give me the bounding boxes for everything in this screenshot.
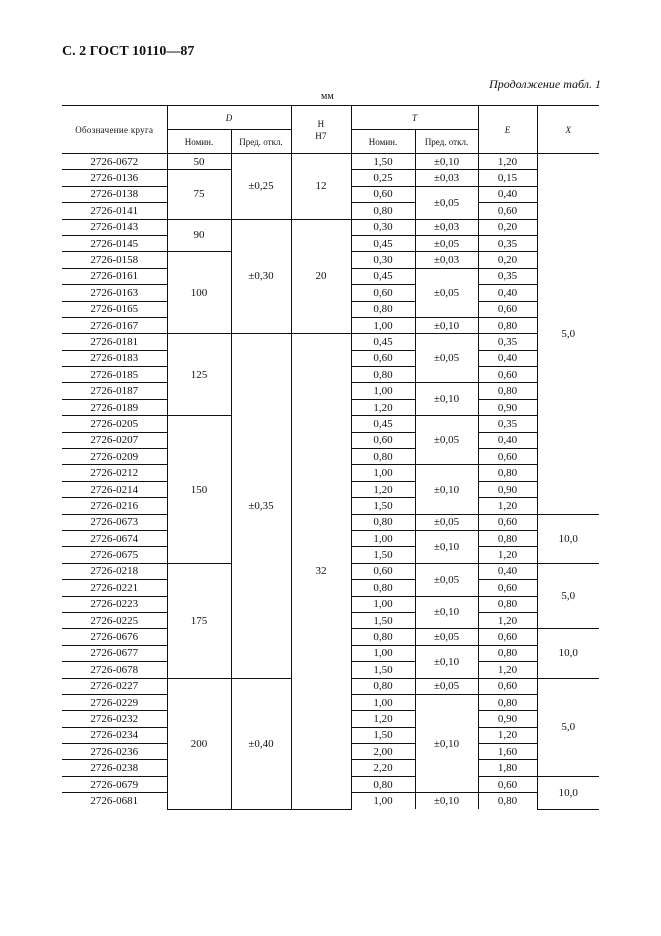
cell-d-deviation: ±0,30 bbox=[231, 219, 291, 334]
cell-t-nominal: 0,45 bbox=[351, 235, 415, 251]
cell-designation: 2726-0161 bbox=[62, 268, 167, 284]
cell-t-nominal: 0,80 bbox=[351, 301, 415, 317]
cell-t-nominal: 1,50 bbox=[351, 498, 415, 514]
cell-t-deviation: ±0,05 bbox=[415, 186, 478, 219]
cell-x: 5,0 bbox=[537, 563, 599, 629]
cell-e: 0,80 bbox=[478, 694, 537, 710]
cell-d-deviation: ±0,40 bbox=[231, 678, 291, 809]
cell-e: 1,20 bbox=[478, 727, 537, 743]
cell-d-nominal: 125 bbox=[167, 334, 231, 416]
cell-designation: 2726-0143 bbox=[62, 219, 167, 235]
cell-designation: 2726-0145 bbox=[62, 235, 167, 251]
cell-t-nominal: 0,80 bbox=[351, 776, 415, 792]
col-header-h-tolerance: H7 bbox=[315, 130, 327, 141]
cell-e: 0,80 bbox=[478, 383, 537, 399]
cell-e: 1,20 bbox=[478, 498, 537, 514]
cell-designation: 2726-0227 bbox=[62, 678, 167, 694]
cell-t-nominal: 1,00 bbox=[351, 793, 415, 809]
cell-e: 0,40 bbox=[478, 563, 537, 579]
cell-t-nominal: 1,00 bbox=[351, 530, 415, 546]
cell-t-deviation: ±0,10 bbox=[415, 383, 478, 416]
cell-e: 0,35 bbox=[478, 268, 537, 284]
cell-e: 0,90 bbox=[478, 481, 537, 497]
cell-t-nominal: 1,00 bbox=[351, 694, 415, 710]
cell-e: 0,80 bbox=[478, 596, 537, 612]
cell-x: 10,0 bbox=[537, 629, 599, 678]
cell-e: 0,80 bbox=[478, 465, 537, 481]
cell-designation: 2726-0205 bbox=[62, 416, 167, 432]
cell-d-nominal: 175 bbox=[167, 563, 231, 678]
cell-t-deviation: ±0,05 bbox=[415, 268, 478, 317]
col-header-designation: Обозначение круга bbox=[62, 106, 167, 154]
cell-d-deviation: ±0,35 bbox=[231, 334, 291, 678]
cell-t-deviation: ±0,10 bbox=[415, 530, 478, 563]
cell-t-deviation: ±0,03 bbox=[415, 252, 478, 268]
cell-designation: 2726-0218 bbox=[62, 563, 167, 579]
cell-t-nominal: 0,80 bbox=[351, 580, 415, 596]
cell-designation: 2726-0676 bbox=[62, 629, 167, 645]
cell-d-nominal: 100 bbox=[167, 252, 231, 334]
cell-h7: 20 bbox=[291, 219, 351, 334]
cell-t-nominal: 1,20 bbox=[351, 399, 415, 415]
cell-e: 1,20 bbox=[478, 547, 537, 563]
wheel-dimensions-table bbox=[62, 105, 599, 810]
cell-designation: 2726-0674 bbox=[62, 530, 167, 546]
cell-e: 0,60 bbox=[478, 449, 537, 465]
cell-t-deviation: ±0,05 bbox=[415, 416, 478, 465]
cell-designation: 2726-0167 bbox=[62, 317, 167, 333]
col-header-d-nominal: Номин. bbox=[167, 130, 231, 154]
cell-e: 0,60 bbox=[478, 367, 537, 383]
cell-designation: 2726-0207 bbox=[62, 432, 167, 448]
cell-h7: 32 bbox=[291, 334, 351, 809]
cell-e: 0,15 bbox=[478, 170, 537, 186]
cell-h7: 12 bbox=[291, 154, 351, 220]
cell-x: 10,0 bbox=[537, 776, 599, 809]
cell-t-nominal: 0,80 bbox=[351, 449, 415, 465]
cell-e: 0,40 bbox=[478, 186, 537, 202]
cell-e: 0,90 bbox=[478, 399, 537, 415]
cell-t-nominal: 1,00 bbox=[351, 317, 415, 333]
col-header-d-deviation: Пред. откл. bbox=[231, 130, 291, 154]
cell-e: 0,35 bbox=[478, 416, 537, 432]
table-row bbox=[62, 219, 599, 235]
cell-t-nominal: 0,80 bbox=[351, 678, 415, 694]
cell-t-nominal: 0,30 bbox=[351, 219, 415, 235]
cell-e: 1,20 bbox=[478, 612, 537, 628]
cell-t-nominal: 0,60 bbox=[351, 186, 415, 202]
cell-d-nominal: 150 bbox=[167, 416, 231, 564]
cell-x: 5,0 bbox=[537, 154, 599, 515]
cell-t-nominal: 1,50 bbox=[351, 612, 415, 628]
cell-t-nominal: 1,00 bbox=[351, 465, 415, 481]
col-header-t: T bbox=[351, 106, 478, 130]
cell-designation: 2726-0158 bbox=[62, 252, 167, 268]
cell-t-deviation: ±0,10 bbox=[415, 317, 478, 333]
cell-e: 0,60 bbox=[478, 301, 537, 317]
col-header-x: X bbox=[537, 106, 599, 154]
cell-designation: 2726-0236 bbox=[62, 744, 167, 760]
cell-designation: 2726-0673 bbox=[62, 514, 167, 530]
cell-t-nominal: 0,30 bbox=[351, 252, 415, 268]
cell-designation: 2726-0141 bbox=[62, 203, 167, 219]
cell-e: 0,60 bbox=[478, 776, 537, 792]
cell-e: 0,35 bbox=[478, 235, 537, 251]
cell-e: 0,40 bbox=[478, 285, 537, 301]
cell-designation: 2726-0675 bbox=[62, 547, 167, 563]
cell-t-deviation: ±0,05 bbox=[415, 678, 478, 694]
col-header-t-nominal: Номин. bbox=[351, 130, 415, 154]
cell-x: 10,0 bbox=[537, 514, 599, 563]
cell-d-nominal: 90 bbox=[167, 219, 231, 252]
cell-e: 0,20 bbox=[478, 219, 537, 235]
cell-e: 0,80 bbox=[478, 317, 537, 333]
cell-t-nominal: 0,80 bbox=[351, 514, 415, 530]
cell-t-nominal: 1,50 bbox=[351, 547, 415, 563]
cell-t-nominal: 0,60 bbox=[351, 285, 415, 301]
cell-e: 0,60 bbox=[478, 580, 537, 596]
cell-t-deviation: ±0,05 bbox=[415, 629, 478, 645]
cell-designation: 2726-0221 bbox=[62, 580, 167, 596]
cell-designation: 2726-0677 bbox=[62, 645, 167, 661]
cell-t-deviation: ±0,10 bbox=[415, 793, 478, 809]
cell-designation: 2726-0216 bbox=[62, 498, 167, 514]
col-header-d: D bbox=[167, 106, 291, 130]
cell-designation: 2726-0234 bbox=[62, 727, 167, 743]
cell-t-nominal: 0,80 bbox=[351, 367, 415, 383]
cell-designation: 2726-0678 bbox=[62, 662, 167, 678]
cell-e: 0,35 bbox=[478, 334, 537, 350]
cell-t-nominal: 1,50 bbox=[351, 727, 415, 743]
cell-t-nominal: 2,20 bbox=[351, 760, 415, 776]
col-header-t-deviation: Пред. откл. bbox=[415, 130, 478, 154]
cell-designation: 2726-0189 bbox=[62, 399, 167, 415]
cell-designation: 2726-0138 bbox=[62, 186, 167, 202]
table-row bbox=[62, 334, 599, 350]
cell-designation: 2726-0212 bbox=[62, 465, 167, 481]
cell-designation: 2726-0136 bbox=[62, 170, 167, 186]
cell-t-nominal: 0,60 bbox=[351, 350, 415, 366]
cell-t-deviation: ±0,03 bbox=[415, 219, 478, 235]
cell-designation: 2726-0163 bbox=[62, 285, 167, 301]
cell-designation: 2726-0209 bbox=[62, 449, 167, 465]
cell-designation: 2726-0165 bbox=[62, 301, 167, 317]
cell-e: 0,80 bbox=[478, 530, 537, 546]
cell-t-nominal: 0,60 bbox=[351, 432, 415, 448]
cell-t-nominal: 0,25 bbox=[351, 170, 415, 186]
cell-t-nominal: 1,20 bbox=[351, 711, 415, 727]
cell-t-nominal: 1,20 bbox=[351, 481, 415, 497]
cell-e: 0,40 bbox=[478, 350, 537, 366]
cell-designation: 2726-0223 bbox=[62, 596, 167, 612]
cell-e: 0,80 bbox=[478, 793, 537, 809]
cell-e: 0,60 bbox=[478, 203, 537, 219]
cell-e: 0,90 bbox=[478, 711, 537, 727]
cell-d-nominal: 75 bbox=[167, 170, 231, 219]
cell-t-deviation: ±0,05 bbox=[415, 334, 478, 383]
cell-t-deviation: ±0,10 bbox=[415, 465, 478, 514]
cell-designation: 2726-0214 bbox=[62, 481, 167, 497]
cell-designation: 2726-0187 bbox=[62, 383, 167, 399]
cell-designation: 2726-0185 bbox=[62, 367, 167, 383]
cell-d-deviation: ±0,25 bbox=[231, 154, 291, 220]
cell-e: 0,80 bbox=[478, 645, 537, 661]
cell-e: 0,60 bbox=[478, 514, 537, 530]
cell-t-deviation: ±0,03 bbox=[415, 170, 478, 186]
cell-t-nominal: 0,45 bbox=[351, 268, 415, 284]
cell-e: 0,60 bbox=[478, 629, 537, 645]
cell-t-nominal: 1,00 bbox=[351, 645, 415, 661]
cell-designation: 2726-0679 bbox=[62, 776, 167, 792]
cell-t-nominal: 0,45 bbox=[351, 416, 415, 432]
cell-designation: 2726-0672 bbox=[62, 154, 167, 170]
cell-t-deviation: ±0,05 bbox=[415, 235, 478, 251]
cell-t-deviation: ±0,10 bbox=[415, 694, 478, 792]
cell-designation: 2726-0181 bbox=[62, 334, 167, 350]
cell-designation: 2726-0225 bbox=[62, 612, 167, 628]
cell-t-nominal: 0,60 bbox=[351, 563, 415, 579]
cell-e: 0,60 bbox=[478, 678, 537, 694]
cell-e: 0,40 bbox=[478, 432, 537, 448]
table-continuation-note: Продолжение табл. 1 bbox=[489, 77, 601, 91]
cell-designation: 2726-0238 bbox=[62, 760, 167, 776]
cell-e: 1,80 bbox=[478, 760, 537, 776]
cell-t-nominal: 1,50 bbox=[351, 154, 415, 170]
cell-designation: 2726-0232 bbox=[62, 711, 167, 727]
cell-e: 0,20 bbox=[478, 252, 537, 268]
col-header-h bbox=[291, 106, 351, 154]
cell-d-nominal: 50 bbox=[167, 154, 231, 170]
col-header-h-label: H bbox=[317, 118, 325, 129]
cell-designation: 2726-0229 bbox=[62, 694, 167, 710]
cell-t-nominal: 0,80 bbox=[351, 203, 415, 219]
cell-t-nominal: 1,50 bbox=[351, 662, 415, 678]
cell-t-nominal: 1,00 bbox=[351, 596, 415, 612]
cell-designation: 2726-0681 bbox=[62, 793, 167, 809]
cell-d-nominal: 200 bbox=[167, 678, 231, 809]
cell-x: 5,0 bbox=[537, 678, 599, 776]
cell-t-deviation: ±0,10 bbox=[415, 596, 478, 629]
cell-e: 1,60 bbox=[478, 744, 537, 760]
cell-e: 1,20 bbox=[478, 154, 537, 170]
table-row bbox=[62, 154, 599, 170]
cell-t-nominal: 2,00 bbox=[351, 744, 415, 760]
cell-t-deviation: ±0,10 bbox=[415, 645, 478, 678]
col-header-e: E bbox=[478, 106, 537, 154]
units-label: мм bbox=[321, 91, 334, 102]
cell-t-deviation: ±0,10 bbox=[415, 154, 478, 170]
cell-t-deviation: ±0,05 bbox=[415, 514, 478, 530]
cell-designation: 2726-0183 bbox=[62, 350, 167, 366]
page-header: С. 2 ГОСТ 10110—87 bbox=[62, 44, 195, 59]
cell-t-nominal: 1,00 bbox=[351, 383, 415, 399]
cell-t-nominal: 0,45 bbox=[351, 334, 415, 350]
cell-t-nominal: 0,80 bbox=[351, 629, 415, 645]
cell-e: 1,20 bbox=[478, 662, 537, 678]
cell-t-deviation: ±0,05 bbox=[415, 563, 478, 596]
